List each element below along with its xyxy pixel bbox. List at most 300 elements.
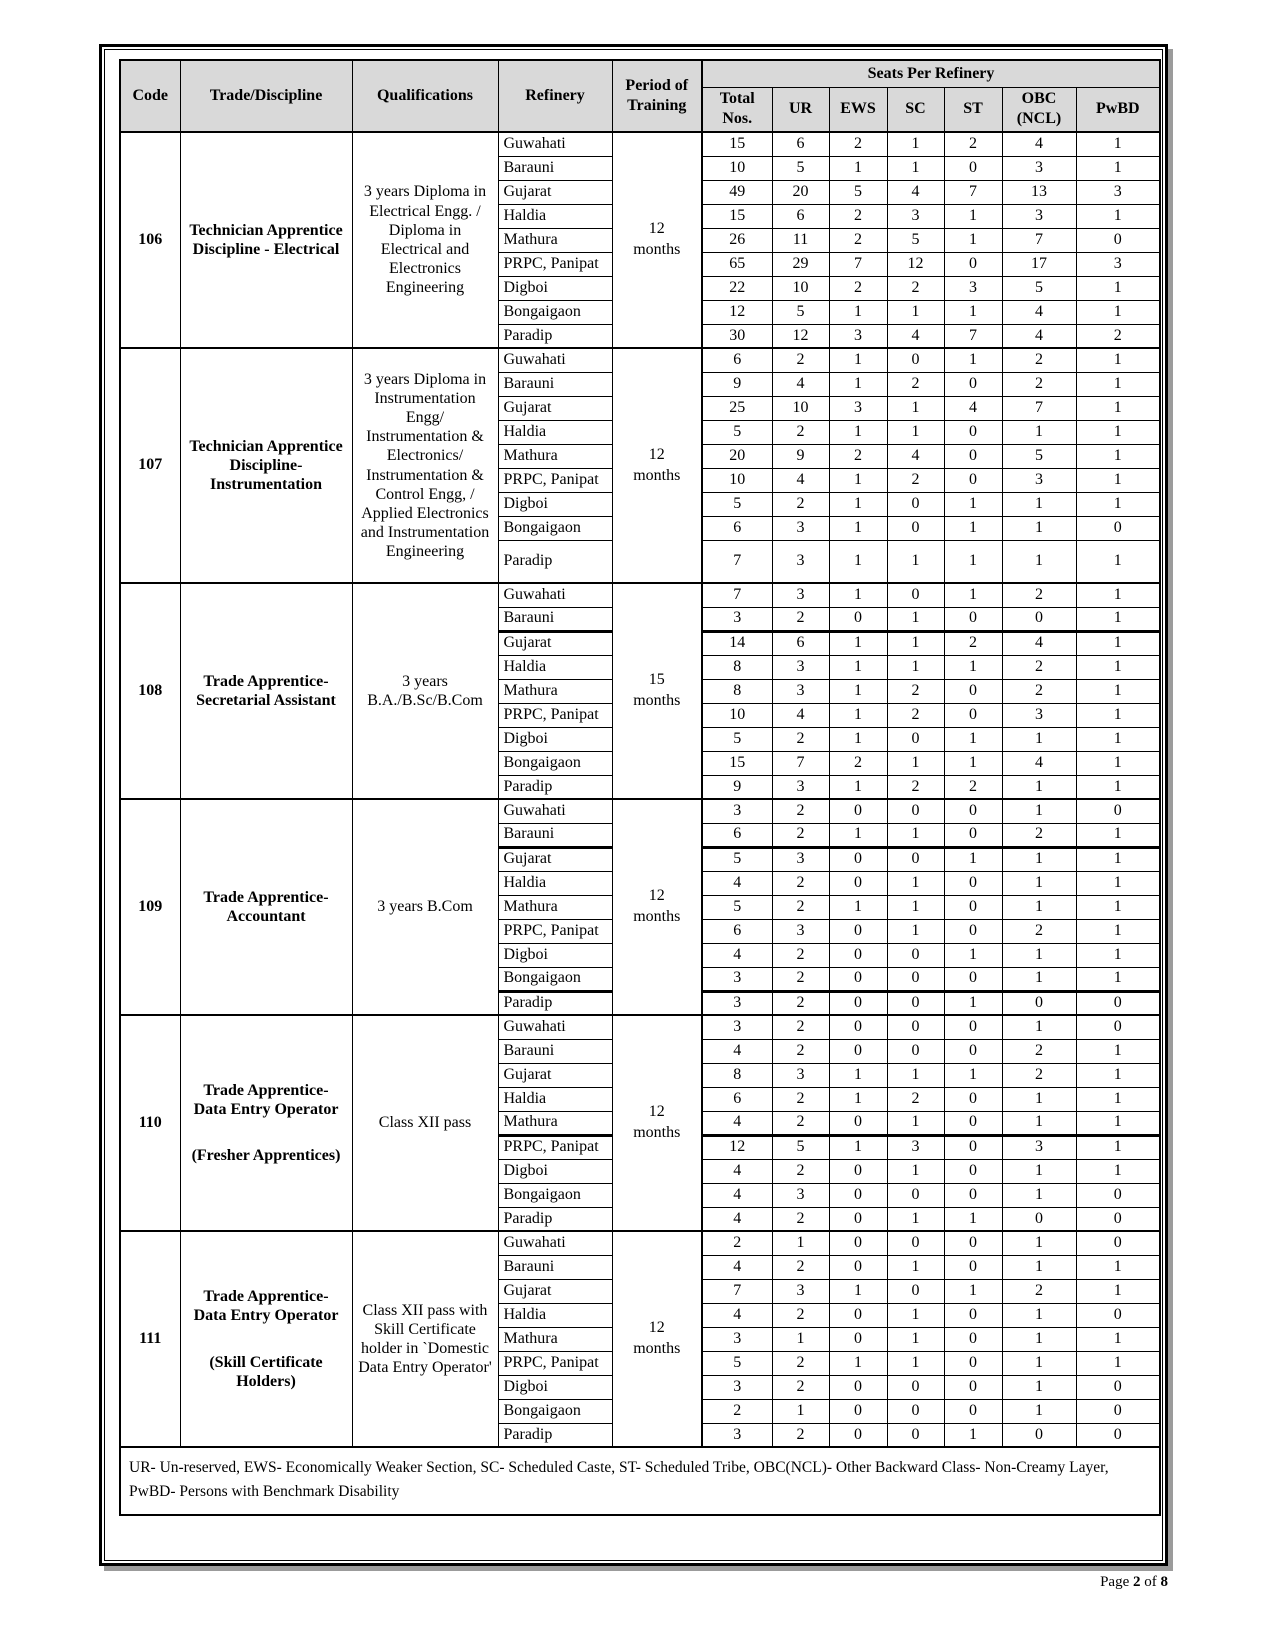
seat-cell: 3	[887, 1135, 944, 1159]
seat-cell: 2	[829, 228, 887, 252]
seat-cell: 3	[702, 991, 772, 1015]
seat-cell: 2	[772, 1039, 829, 1063]
seat-cell: 1	[944, 492, 1002, 516]
refinery-cell: Haldia	[498, 420, 612, 444]
page-border	[99, 44, 1168, 1566]
seat-cell: 0	[1076, 1399, 1160, 1423]
seat-cell: 1	[1076, 871, 1160, 895]
seat-cell: 1	[772, 1399, 829, 1423]
col-header-sc: SC	[887, 87, 944, 132]
refinery-cell: Barauni	[498, 1039, 612, 1063]
seat-cell: 6	[772, 132, 829, 156]
seat-cell: 1	[1076, 583, 1160, 607]
seat-cell: 0	[1002, 1423, 1076, 1447]
refinery-cell: Mathura	[498, 1111, 612, 1135]
seat-cell: 0	[887, 348, 944, 372]
seat-cell: 5	[702, 1351, 772, 1375]
seat-cell: 2	[772, 492, 829, 516]
seat-cell: 2	[772, 871, 829, 895]
seat-cell: 5	[702, 727, 772, 751]
seat-cell: 0	[1076, 1375, 1160, 1399]
seat-cell: 1	[944, 1423, 1002, 1447]
seat-cell: 2	[944, 631, 1002, 655]
seat-cell: 1	[829, 1063, 887, 1087]
col-header-st: ST	[944, 87, 1002, 132]
trade-title: Trade Apprentice- Data Entry Operator	[193, 1081, 339, 1118]
seat-cell: 2	[1002, 655, 1076, 679]
seat-cell: 1	[1076, 396, 1160, 420]
seat-cell: 1	[887, 895, 944, 919]
seat-cell: 3	[772, 540, 829, 583]
refinery-cell: Gujarat	[498, 396, 612, 420]
seat-cell: 2	[1002, 1039, 1076, 1063]
seat-cell: 3	[944, 276, 1002, 300]
seat-cell: 1	[887, 1111, 944, 1135]
seat-cell: 0	[829, 1255, 887, 1279]
seat-cell: 0	[887, 1399, 944, 1423]
seat-cell: 4	[702, 1183, 772, 1207]
seat-cell: 3	[887, 204, 944, 228]
seat-cell: 14	[702, 631, 772, 655]
seat-cell: 1	[1076, 468, 1160, 492]
seat-cell: 4	[702, 871, 772, 895]
seat-cell: 0	[829, 1015, 887, 1039]
seat-cell: 0	[944, 372, 1002, 396]
refinery-cell: Barauni	[498, 607, 612, 631]
refinery-cell: Guwahati	[498, 583, 612, 607]
seat-cell: 1	[887, 156, 944, 180]
trade-cell	[180, 132, 352, 348]
seat-cell: 20	[702, 444, 772, 468]
seat-cell: 0	[887, 847, 944, 871]
seat-cell: 1	[1076, 300, 1160, 324]
refinery-cell: Mathura	[498, 228, 612, 252]
seat-cell: 0	[1002, 607, 1076, 631]
period-text: 12 months	[633, 220, 681, 258]
seat-cell: 1	[1076, 156, 1160, 180]
col-header-pwbd: PwBD	[1076, 87, 1160, 132]
qualification-cell: Class XII pass with Skill Certificate holder in `Domestic Data Entry Operator'	[352, 1231, 498, 1447]
col-header-total-nos: Total Nos.	[702, 87, 772, 132]
seat-cell: 1	[829, 895, 887, 919]
qualification-cell: 3 years Diploma in Electrical Engg. / Diploma in Electrical and Electronics Engineering	[352, 132, 498, 348]
refinery-cell: Digboi	[498, 276, 612, 300]
seat-cell: 17	[1002, 252, 1076, 276]
seat-cell: 1	[887, 631, 944, 655]
seat-cell: 1	[829, 1087, 887, 1111]
seat-cell: 2	[772, 348, 829, 372]
seat-cell: 1	[887, 1159, 944, 1183]
seat-cell: 3	[702, 607, 772, 631]
seat-cell: 0	[944, 468, 1002, 492]
seat-cell: 1	[829, 727, 887, 751]
seat-cell: 0	[829, 1159, 887, 1183]
refinery-cell: Paradip	[498, 540, 612, 583]
seat-cell: 5	[702, 895, 772, 919]
seat-cell: 0	[944, 1255, 1002, 1279]
seat-cell: 2	[772, 967, 829, 991]
seat-cell: 6	[772, 204, 829, 228]
refinery-cell: Mathura	[498, 444, 612, 468]
seat-cell: 1	[1076, 1063, 1160, 1087]
seat-cell: 1	[829, 516, 887, 540]
seat-cell: 0	[944, 156, 1002, 180]
trade-note: (Fresher Apprentices)	[191, 1147, 341, 1165]
seat-cell: 7	[702, 583, 772, 607]
seat-cell: 3	[772, 775, 829, 799]
code-cell: 107	[120, 348, 180, 583]
seat-cell: 1	[1076, 348, 1160, 372]
seat-cell: 1	[1002, 540, 1076, 583]
seat-cell: 0	[944, 895, 1002, 919]
seat-cell: 3	[1002, 468, 1076, 492]
refinery-cell: Digboi	[498, 1159, 612, 1183]
seat-cell: 2	[772, 1159, 829, 1183]
seat-cell: 1	[829, 703, 887, 727]
seat-cell: 0	[887, 1279, 944, 1303]
seat-cell: 1	[944, 847, 1002, 871]
seat-cell: 1	[944, 1207, 1002, 1231]
seat-cell: 1	[1076, 540, 1160, 583]
refinery-cell: Bongaigaon	[498, 751, 612, 775]
seat-cell: 7	[772, 751, 829, 775]
seat-cell: 1	[772, 1231, 829, 1255]
seat-cell: 2	[1076, 324, 1160, 348]
seat-cell: 0	[887, 943, 944, 967]
seat-cell: 0	[829, 1303, 887, 1327]
seat-cell: 1	[1076, 631, 1160, 655]
page-number-label: Page	[1100, 1574, 1130, 1590]
seat-cell: 20	[772, 180, 829, 204]
seat-cell: 0	[944, 1351, 1002, 1375]
seat-cell: 2	[829, 276, 887, 300]
seat-cell: 0	[944, 1135, 1002, 1159]
refinery-cell: Digboi	[498, 492, 612, 516]
seat-cell: 0	[1076, 1015, 1160, 1039]
refinery-cell: Haldia	[498, 1087, 612, 1111]
seat-cell: 1	[1002, 492, 1076, 516]
seat-cell: 1	[944, 540, 1002, 583]
seat-cell: 0	[829, 1231, 887, 1255]
seat-cell: 1	[829, 679, 887, 703]
seat-cell: 10	[702, 703, 772, 727]
seat-cell: 30	[702, 324, 772, 348]
seat-cell: 2	[1002, 1063, 1076, 1087]
table-row	[120, 1231, 1160, 1255]
seat-cell: 6	[702, 823, 772, 847]
qualification-cell: 3 years B.A./B.Sc/B.Com	[352, 583, 498, 799]
refinery-cell: Guwahati	[498, 1231, 612, 1255]
refinery-cell: Haldia	[498, 1303, 612, 1327]
seat-cell: 1	[1002, 1111, 1076, 1135]
seat-cell: 1	[887, 300, 944, 324]
seat-cell: 0	[887, 1015, 944, 1039]
seat-cell: 4	[1002, 631, 1076, 655]
seat-cell: 3	[1002, 156, 1076, 180]
seat-cell: 1	[829, 823, 887, 847]
seat-cell: 1	[829, 468, 887, 492]
seat-cell: 6	[702, 348, 772, 372]
seat-cell: 12	[702, 300, 772, 324]
seat-cell: 1	[1002, 1231, 1076, 1255]
seat-cell: 0	[1002, 991, 1076, 1015]
seat-cell: 4	[702, 1039, 772, 1063]
seat-cell: 1	[1002, 727, 1076, 751]
seat-cell: 49	[702, 180, 772, 204]
seat-cell: 0	[1076, 991, 1160, 1015]
seat-cell: 2	[772, 1111, 829, 1135]
seat-cell: 0	[944, 967, 1002, 991]
seat-cell: 4	[887, 444, 944, 468]
page-number-of: of	[1144, 1574, 1157, 1590]
seat-cell: 0	[944, 252, 1002, 276]
seat-cell: 1	[944, 228, 1002, 252]
refinery-cell: PRPC, Panipat	[498, 1135, 612, 1159]
seat-cell: 1	[1076, 895, 1160, 919]
col-header-qualifications: Qualifications	[352, 60, 498, 132]
seat-cell: 2	[772, 895, 829, 919]
table-row	[120, 1015, 1160, 1039]
seats-per-refinery-table	[119, 59, 1161, 1516]
seat-cell: 3	[772, 679, 829, 703]
seat-cell: 1	[944, 943, 1002, 967]
seat-cell: 1	[1076, 1039, 1160, 1063]
seat-cell: 4	[702, 1303, 772, 1327]
col-header-seats-group: Seats Per Refinery	[702, 60, 1160, 87]
seat-cell: 0	[944, 871, 1002, 895]
seat-cell: 4	[1002, 324, 1076, 348]
seat-cell: 2	[944, 775, 1002, 799]
seat-cell: 0	[944, 1183, 1002, 1207]
seat-cell: 1	[829, 775, 887, 799]
refinery-cell: Digboi	[498, 727, 612, 751]
seat-cell: 3	[702, 799, 772, 823]
refinery-cell: PRPC, Panipat	[498, 252, 612, 276]
seat-cell: 1	[1076, 1111, 1160, 1135]
seat-cell: 15	[702, 132, 772, 156]
seat-cell: 1	[1076, 943, 1160, 967]
period-cell	[612, 1015, 702, 1231]
seat-cell: 2	[772, 1207, 829, 1231]
seat-cell: 2	[772, 1087, 829, 1111]
seat-cell: 0	[944, 1015, 1002, 1039]
seat-cell: 9	[702, 372, 772, 396]
seat-cell: 1	[887, 1063, 944, 1087]
refinery-cell: Haldia	[498, 871, 612, 895]
page-number	[1100, 1574, 1168, 1591]
seat-cell: 1	[829, 1135, 887, 1159]
seat-cell: 65	[702, 252, 772, 276]
seat-cell: 2	[772, 1351, 829, 1375]
seat-cell: 0	[944, 679, 1002, 703]
seat-cell: 1	[887, 132, 944, 156]
seat-cell: 1	[1076, 372, 1160, 396]
seat-cell: 2	[772, 607, 829, 631]
seat-cell: 0	[944, 1039, 1002, 1063]
seat-cell: 1	[1002, 847, 1076, 871]
seat-cell: 5	[702, 492, 772, 516]
period-cell	[612, 799, 702, 1015]
trade-title: Trade Apprentice- Accountant	[203, 888, 329, 925]
seat-cell: 1	[829, 372, 887, 396]
seat-cell: 0	[1076, 516, 1160, 540]
seat-cell: 1	[944, 751, 1002, 775]
seat-cell: 4	[887, 324, 944, 348]
seat-cell: 4	[1002, 132, 1076, 156]
qualification-cell: 3 years B.Com	[352, 799, 498, 1015]
seat-cell: 1	[887, 751, 944, 775]
table-row	[120, 348, 1160, 372]
seat-cell: 6	[772, 631, 829, 655]
seat-cell: 0	[829, 847, 887, 871]
period-cell	[612, 132, 702, 348]
seat-cell: 6	[702, 1087, 772, 1111]
seat-cell: 1	[887, 871, 944, 895]
seat-cell: 2	[772, 420, 829, 444]
seat-cell: 7	[702, 1279, 772, 1303]
seat-cell: 3	[702, 1327, 772, 1351]
seat-cell: 0	[887, 727, 944, 751]
refinery-cell: Mathura	[498, 1327, 612, 1351]
code-cell: 110	[120, 1015, 180, 1231]
seat-cell: 1	[1002, 1327, 1076, 1351]
seat-cell: 1	[1076, 1255, 1160, 1279]
col-header-obc-ncl: OBC (NCL)	[1002, 87, 1076, 132]
seat-cell: 1	[829, 540, 887, 583]
seat-cell: 0	[944, 444, 1002, 468]
seat-cell: 0	[829, 1327, 887, 1351]
seat-cell: 2	[1002, 823, 1076, 847]
seat-cell: 0	[829, 943, 887, 967]
seat-cell: 6	[702, 919, 772, 943]
seat-cell: 1	[829, 631, 887, 655]
refinery-cell: PRPC, Panipat	[498, 1351, 612, 1375]
seat-cell: 0	[887, 1039, 944, 1063]
qualification-cell: 3 years Diploma in Instrumentation Engg/ Instrumentation & Electronics/ Instrumentation & Control Engg, / Applied Electronics and Instrumentation Engineering	[352, 348, 498, 583]
seat-cell: 3	[772, 919, 829, 943]
seat-cell: 1	[1076, 1135, 1160, 1159]
seat-cell: 1	[1076, 1351, 1160, 1375]
seat-cell: 2	[829, 751, 887, 775]
period-cell	[612, 348, 702, 583]
refinery-cell: Digboi	[498, 1375, 612, 1399]
seat-cell: 0	[1076, 1303, 1160, 1327]
seat-cell: 7	[829, 252, 887, 276]
seat-cell: 1	[1002, 1015, 1076, 1039]
seat-cell: 3	[702, 967, 772, 991]
refinery-cell: Guwahati	[498, 1015, 612, 1039]
code-cell: 111	[120, 1231, 180, 1447]
col-header-refinery: Refinery	[498, 60, 612, 132]
seat-cell: 1	[829, 583, 887, 607]
seat-cell: 1	[1076, 204, 1160, 228]
seat-cell: 0	[829, 799, 887, 823]
seat-cell: 1	[1076, 132, 1160, 156]
refinery-cell: Bongaigaon	[498, 967, 612, 991]
seat-cell: 4	[1002, 300, 1076, 324]
refinery-cell: Gujarat	[498, 1279, 612, 1303]
seat-cell: 6	[702, 516, 772, 540]
period-text: 12 months	[633, 1103, 681, 1141]
seat-cell: 1	[1076, 727, 1160, 751]
seat-cell: 2	[772, 1423, 829, 1447]
seat-cell: 1	[1076, 492, 1160, 516]
seat-cell: 5	[772, 156, 829, 180]
refinery-cell: Mathura	[498, 679, 612, 703]
seat-cell: 0	[1076, 228, 1160, 252]
seat-cell: 7	[944, 324, 1002, 348]
seat-cell: 1	[944, 348, 1002, 372]
seat-cell: 2	[772, 823, 829, 847]
seat-cell: 1	[1076, 823, 1160, 847]
refinery-cell: Mathura	[498, 895, 612, 919]
footnote-row	[120, 1447, 1160, 1515]
seat-cell: 0	[944, 1399, 1002, 1423]
seat-cell: 2	[772, 1303, 829, 1327]
refinery-cell: Gujarat	[498, 847, 612, 871]
seat-cell: 0	[887, 1423, 944, 1447]
refinery-cell: PRPC, Panipat	[498, 703, 612, 727]
seat-cell: 3	[702, 1015, 772, 1039]
table-row	[120, 583, 1160, 607]
seat-cell: 12	[772, 324, 829, 348]
seat-cell: 5	[887, 228, 944, 252]
legend-footnote: UR- Un-reserved, EWS- Economically Weaker Section, SC- Scheduled Caste, ST- Scheduled Tribe, OBC(NCL)- Other Backward Class- Non-Creamy Layer, PwBD- Persons with Benchmark Disability	[120, 1447, 1160, 1515]
seat-cell: 4	[702, 1207, 772, 1231]
seat-cell: 1	[887, 823, 944, 847]
seat-cell: 2	[772, 1015, 829, 1039]
seat-cell: 1	[1076, 1087, 1160, 1111]
seat-cell: 1	[829, 420, 887, 444]
seat-cell: 5	[829, 180, 887, 204]
period-cell	[612, 583, 702, 799]
seat-cell: 1	[1002, 420, 1076, 444]
refinery-cell: Paradip	[498, 324, 612, 348]
seat-cell: 2	[829, 204, 887, 228]
seat-cell: 1	[1076, 847, 1160, 871]
seat-cell: 1	[1002, 1159, 1076, 1183]
seat-cell: 1	[944, 727, 1002, 751]
seat-cell: 2	[887, 276, 944, 300]
seat-cell: 1	[829, 300, 887, 324]
seat-cell: 5	[1002, 444, 1076, 468]
seat-cell: 0	[1076, 799, 1160, 823]
seat-cell: 3	[829, 396, 887, 420]
refinery-cell: Guwahati	[498, 132, 612, 156]
seat-cell: 3	[772, 516, 829, 540]
seat-cell: 0	[944, 1111, 1002, 1135]
seat-cell: 1	[1076, 607, 1160, 631]
seat-cell: 1	[829, 655, 887, 679]
seat-cell: 2	[772, 727, 829, 751]
seat-cell: 2	[1002, 919, 1076, 943]
seat-cell: 9	[702, 775, 772, 799]
seat-cell: 0	[829, 1183, 887, 1207]
seat-cell: 5	[1002, 276, 1076, 300]
seat-cell: 1	[1002, 1255, 1076, 1279]
col-header-period-of-training: Period of Training	[612, 60, 702, 132]
seat-cell: 1	[887, 396, 944, 420]
seat-cell: 1	[944, 1279, 1002, 1303]
seat-cell: 2	[887, 1087, 944, 1111]
seat-cell: 7	[1002, 396, 1076, 420]
trade-note: (Skill Certificate Holders)	[209, 1353, 323, 1390]
trade-cell	[180, 1231, 352, 1447]
refinery-cell: Guwahati	[498, 348, 612, 372]
seat-cell: 0	[829, 1111, 887, 1135]
period-text: 12 months	[633, 445, 681, 484]
seat-cell: 1	[1076, 703, 1160, 727]
